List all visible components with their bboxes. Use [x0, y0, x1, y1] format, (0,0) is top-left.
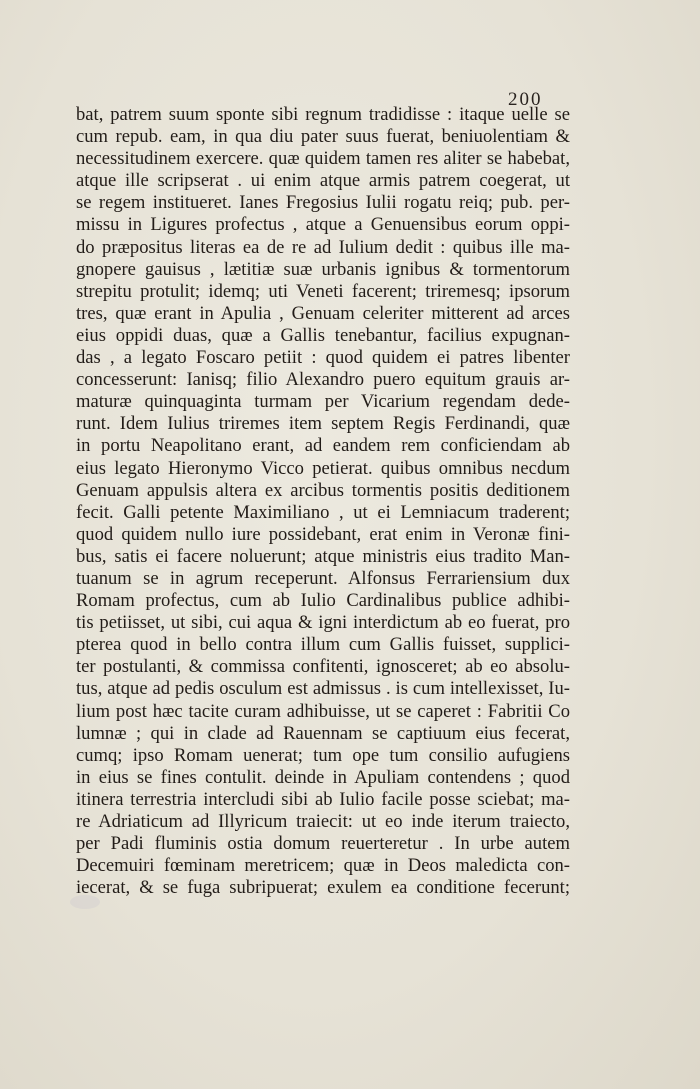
text-line: re Adriaticum ad Illyricum traiecit: ut eo inde iterum traiecto,	[76, 811, 570, 832]
text-line: tus, atque ad pedis osculum est admissus . is cum intellexisset, Iu-	[76, 678, 570, 700]
text-line: bat, patrem suum sponte sibi regnum tradidisse : itaque uelle se	[76, 104, 570, 125]
text-line: Decemuiri fœminam meretricem; quæ in Deos maledicta con-	[76, 855, 570, 877]
text-line: pterea quod in bello contra illum cum Gallis fuisset, supplici-	[76, 634, 570, 656]
text-line: cumq; ipso Romam uenerat; tum ope tum consilio aufugiens	[76, 744, 570, 766]
text-line: itinera terrestria intercludi sibi ab Iulio facile posse sciebat; ma-	[76, 788, 570, 810]
text-line: lumnæ ; qui in clade ad Rauennam se captiuum eius fecerat,	[76, 722, 570, 744]
text-line: lium post hæc tacite curam adhibuisse, ut se caperet : Fabritii Co	[76, 700, 570, 722]
body-text	[76, 104, 570, 899]
text-line: se regem institueret. Ianes Fregosius Iulii rogatu reiq; pub. per-	[76, 192, 570, 214]
ink-smudge	[70, 895, 100, 909]
text-line: maturæ quinquaginta turmam per Vicarium regendam dede-	[76, 391, 570, 413]
text-line: eius oppidi duas, quæ a Gallis tenebantur, facilius expugnan-	[76, 324, 570, 346]
text-line: atque ille scripserat . ui enim atque armis patrem coegerat, ut	[76, 170, 570, 192]
text-line: cum repub. eam, in qua diu pater suus fuerat, beniuolentiam &	[76, 126, 570, 148]
text-line: tres, quæ erant in Apulia , Genuam celeriter mitterent ad arces	[76, 302, 570, 324]
text-line: das , a legato Foscaro petiit : quod quidem ei patres libenter	[76, 347, 570, 369]
text-line: concesserunt: Ianisq; filio Alexandro puero equitum grauis ar-	[76, 369, 570, 391]
text-line: tis petiisset, ut sibi, cui aqua & igni interdictum ab eo fuerat, pro	[76, 612, 570, 634]
text-line: do præpositus literas ea de re ad Iulium dedit : quibus ille ma-	[76, 236, 570, 258]
page-number: 200	[508, 89, 543, 110]
text-line: iecerat, & se fuga subripuerat; exulem ea conditione fecerunt;	[76, 877, 570, 899]
text-line: missu in Ligures profectus , atque a Genuensibus eorum oppi-	[76, 214, 570, 236]
text-line: fecit. Galli petente Maximiliano , ut ei Lemniacum traderent;	[76, 501, 570, 523]
text-line: per Padi fluminis ostia domum reuerteretur . In urbe autem	[76, 833, 570, 855]
text-line: Romam profectus, cum ab Iulio Cardinalibus publice adhibi-	[76, 590, 570, 612]
text-line: runt. Idem Iulius triremes item septem Regis Ferdinandi, quæ	[76, 413, 570, 435]
text-line: necessitudinem exercere. quæ quidem tamen res aliter se habebat,	[76, 148, 570, 170]
text-line: ter postulanti, & commissa confitenti, ignosceret; ab eo absolu-	[76, 656, 570, 678]
text-line: eius legato Hieronymo Vicco petierat. quibus omnibus necdum	[76, 457, 570, 479]
text-line: bus, satis ei facere noluerunt; atque ministris eius tradito Man-	[76, 545, 570, 567]
text-line: in portu Neapolitano erant, ad eandem rem conficiendam ab	[76, 435, 570, 457]
text-line: in eius se fines contulit. deinde in Apuliam contendens ; quod	[76, 766, 570, 788]
text-line: gnopere gauisus , lætitiæ suæ urbanis ignibus & tormentorum	[76, 258, 570, 280]
text-line: quod quidem nullo iure possidebant, erat enim in Veronæ fini-	[76, 523, 570, 545]
text-line: strepitu protulit; idemq; uti Veneti facerent; triremesq; ipsorum	[76, 280, 570, 302]
text-line: tuanum se in agrum receperunt. Alfonsus Ferrariensium dux	[76, 567, 570, 589]
text-line: Genuam appulsis altera ex arcibus tormentis positis deditionem	[76, 479, 570, 501]
